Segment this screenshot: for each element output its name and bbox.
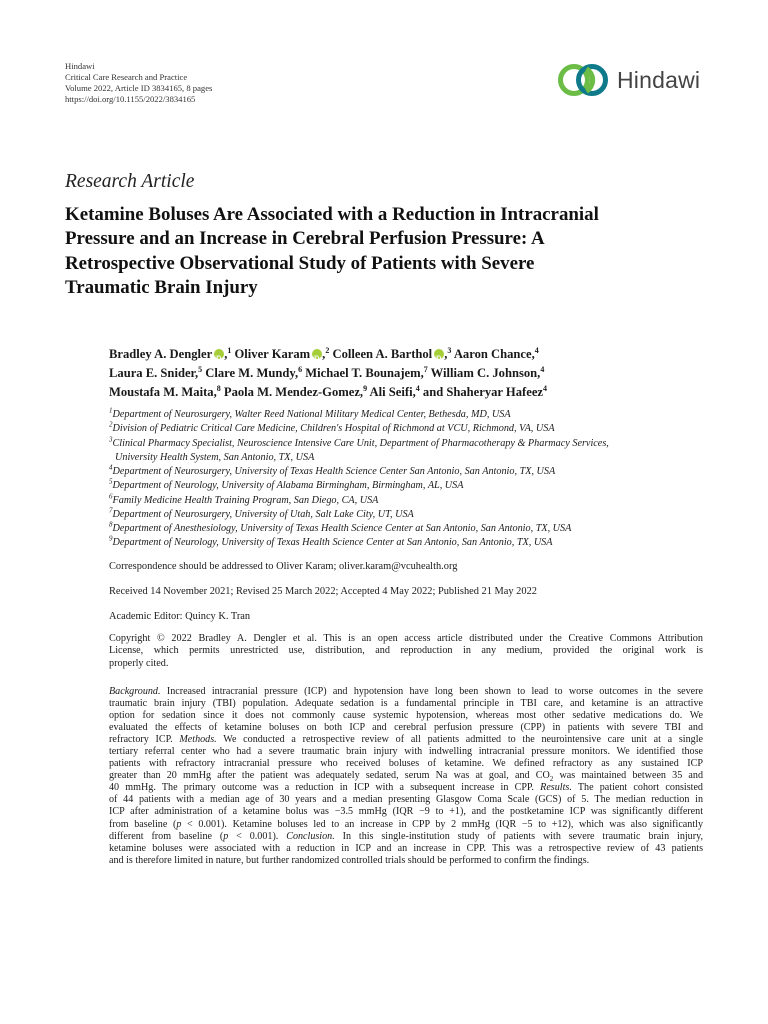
title-line: Pressure and an Increase in Cerebral Perfusion Pressure: A — [65, 228, 545, 250]
abstract-line: different from baseline (p < 0.001). Conclusion. In this single-institution study of patients with severe traumatic brain injury, — [109, 830, 703, 842]
author-name[interactable]: Oliver Karam — [234, 347, 311, 361]
publisher-name: Hindawi — [65, 61, 95, 71]
author-name[interactable]: William C. Johnson, — [430, 366, 541, 380]
abstract-line: and is therefore limited in nature, but further randomized controlled trials should be performed to confirm the findings. — [109, 854, 590, 866]
abstract-line: tertiary referral center who had a severe traumatic brain injury with indwelling intracranial pressure monitors. We identified those — [109, 746, 703, 758]
affiliation-line: $^7$Department of Neurosurgery, University of Utah, Salt Lake City, UT, USA — [109, 506, 414, 520]
abstract-line: ketamine boluses were associated with a reduction in ICP and an increase in CPP. This was a retrospective review of 43 patients — [109, 842, 703, 854]
abstract-line: patients with refractory intracranial pressure who received boluses of ketamine. We defined refractory as any sustained ICP — [109, 758, 703, 770]
copyright-line: License, which permits unrestricted use, distribution, and reproduction in any medium, provided the original work is — [109, 645, 703, 657]
author-name[interactable]: Ali Seifi, — [369, 385, 416, 399]
author-name[interactable]: Paola M. Mendez-Gomez, — [223, 385, 364, 399]
logo-wordmark: Hindawi — [617, 66, 701, 93]
hindawi-logo[interactable] — [557, 62, 700, 98]
article-type: Research Article — [65, 171, 195, 192]
title-line: Retrospective Observational Study of Patients with Severe — [65, 252, 535, 274]
author-name[interactable]: Clare M. Mundy, — [205, 366, 299, 380]
orcid-icon[interactable] — [312, 349, 322, 359]
history-dates: Received 14 November 2021; Revised 25 March 2022; Accepted 4 May 2022; Published 21 May 2022 — [109, 586, 537, 597]
article-title — [65, 203, 725, 301]
volume-info: Volume 2022, Article ID 3834165, 8 pages — [65, 83, 213, 94]
author-name[interactable]: and Shaheryar Hafeez — [422, 385, 543, 399]
author-name[interactable]: Moustafa M. Maita, — [109, 385, 217, 399]
correspondence[interactable]: Correspondence should be addressed to Oliver Karam; oliver.karam@vcuhealth.org — [109, 561, 458, 572]
abstract-line: option for sedation since it does not commonly cause systemic hypotension, whereas most other sedative medications do. We — [109, 710, 703, 722]
affiliations — [109, 408, 729, 551]
author-name[interactable]: Michael T. Bounajem, — [305, 366, 424, 380]
author-name[interactable]: Aaron Chance, — [453, 347, 535, 361]
copyright-line: properly cited. — [109, 657, 169, 669]
hindawi-rings-icon — [557, 62, 611, 98]
abstract — [109, 686, 703, 867]
orcid-icon[interactable] — [214, 349, 224, 359]
orcid-icon[interactable] — [434, 349, 444, 359]
copyright-line: Copyright © 2022 Bradley A. Dengler et al. This is an open access article distributed under the Creative Commons Attribution — [109, 633, 703, 644]
doi-link[interactable]: https://doi.org/10.1155/2022/3834165 — [65, 94, 196, 105]
author-name[interactable]: Bradley A. Dengler — [109, 347, 213, 361]
abstract-line: of 44 patients with a median age of 30 years and a median presenting Glasgow Coma Scale (GCS) of 5. The median reduction in — [109, 794, 703, 806]
affiliation-line: $^1$Department of Neurosurgery, Walter Reed National Military Medical Center, Bethesda, MD, USA — [109, 406, 511, 420]
affiliation-line: $^3$Clinical Pharmacy Specialist, Neuroscience Intensive Care Unit, Department of Pharmacotherapy & Pharmacy Services, — [109, 435, 609, 449]
abstract-line: from baseline (p < 0.001). Ketamine boluses led to an increase in CPP by 2 mmHg (IQR −5 to +12), which was also significantly — [109, 818, 703, 830]
abstract-line: 40 mmHg. The primary outcome was a reduction in ICP with a subsequent increase in CPP. Results. The patient cohort consisted — [109, 782, 703, 794]
affiliation-line: $^2$Division of Pediatric Critical Care Medicine, Children's Hospital of Richmond at VCU, Richmond, VA, USA — [109, 420, 555, 435]
affiliation-line: $^5$Department of Neurology, University of Alabama Birmingham, Birmingham, AL, USA — [109, 477, 464, 492]
abstract-line: evaluated the effects of ketamine boluses on both ICP and cerebral perfusion pressure (CPP) in patients with severe TBI and — [109, 722, 703, 734]
abstract-line: greater than 20 mmHg after the patient was adequately sedated, serum Na was at goal, and $CO_2$ was maintained between 35 and — [109, 770, 703, 784]
journal-meta — [65, 61, 212, 105]
abstract-line: ICP after administration of a ketamine bolus was −3.5 mmHg (IQR −9 to +1), and the postketamine ICP was significantly different — [109, 806, 703, 818]
abstract-line: traumatic brain injury (TBI) population. Adequate sedation is a fundamental principle in TBI care, and ketamine is an attractive — [109, 698, 703, 710]
academic-editor: Academic Editor: Quincy K. Tran — [109, 611, 251, 622]
affiliation-line: $^9$Department of Neurology, University of Texas Health Science Center at San Antonio, San Antonio, TX, USA — [109, 534, 553, 549]
affiliation-line: $^6$Family Medicine Health Training Program, San Diego, CA, USA — [109, 492, 379, 506]
affiliation-line: $^8$Department of Anesthesiology, University of Texas Health Science Center at San Antonio, San Antonio, TX, USA — [109, 520, 572, 534]
copyright-notice — [109, 633, 703, 670]
author-list: Bradley A. DengleriD ,$^1$ Oliver KaramiD ,$^2$ Colleen A. BartholiD ,$^3$ Aaron Chance,$^4$ Laura E. Snider,$^5$ Clare M. Mundy,$^6$ Michael T. Bounajem,$^7$ William C. Johnson,$^4$ Moustafa M. Maita,$^8$ Paola M. Mendez-Gomez,$^9$ Ali Seifi,$^4$ and Shaheryar Hafeez$^4$ — [109, 345, 729, 402]
abstract-line: refractory ICP. Methods. We conducted a retrospective review of all patients admitted to the neurointensive care unit at a single — [109, 734, 703, 746]
author-name[interactable]: Laura E. Snider, — [109, 366, 199, 380]
affiliation-line: University Health System, San Antonio, TX, USA — [115, 451, 315, 463]
title-line: Ketamine Boluses Are Associated with a Reduction in Intracranial — [65, 204, 599, 225]
title-line: Traumatic Brain Injury — [65, 277, 258, 299]
journal-name: Critical Care Research and Practice — [65, 72, 188, 83]
affiliation-line: $^4$Department of Neurosurgery, University of Texas Health Science Center San Antonio, San Antonio, TX, USA — [109, 463, 556, 477]
author-name[interactable]: Colleen A. Barthol — [332, 347, 433, 361]
abstract-line: Background. Increased intracranial pressure (ICP) and hypotension have long been shown to lead to worse outcomes in the severe — [109, 686, 703, 697]
